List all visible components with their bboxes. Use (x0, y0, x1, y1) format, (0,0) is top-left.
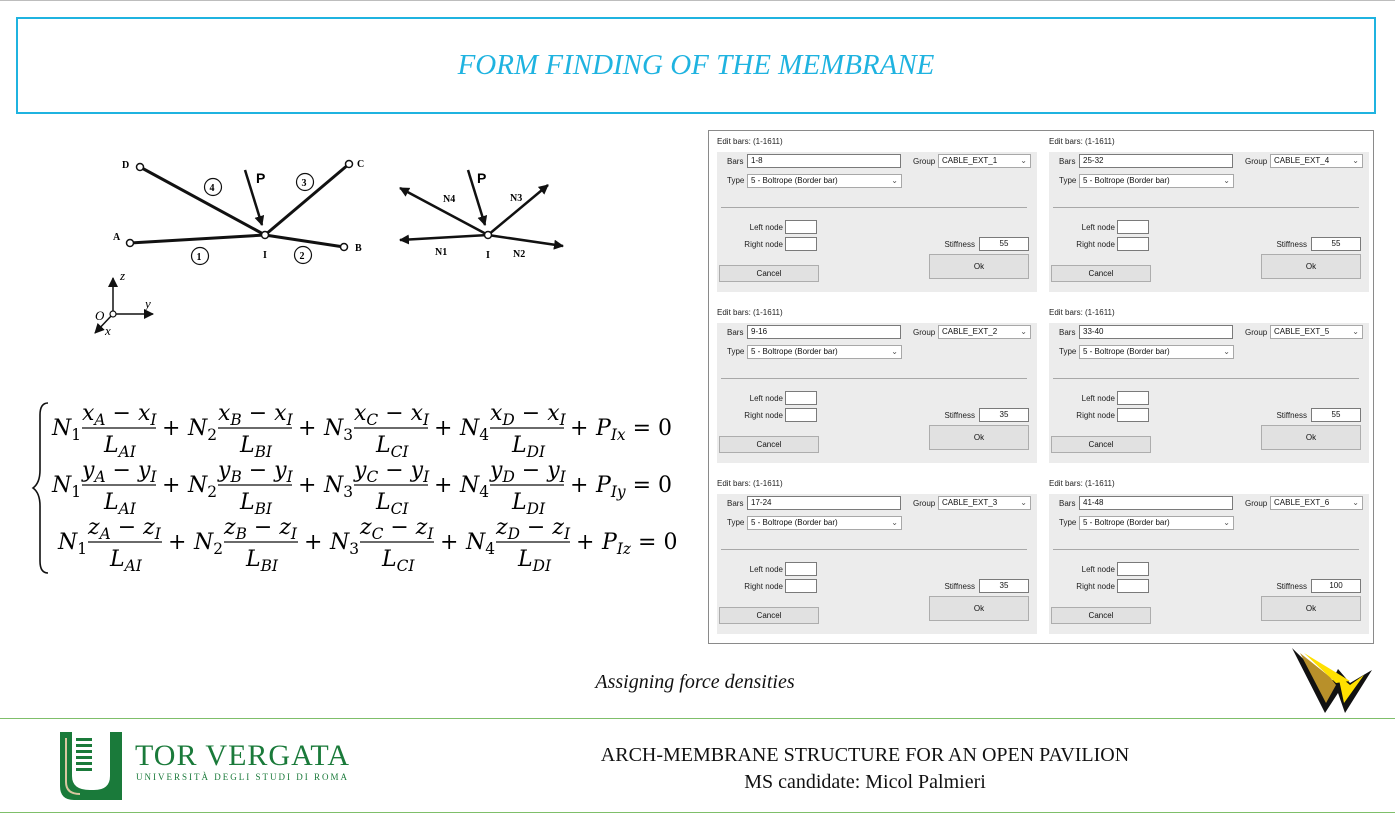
force-symbol: $N_1$ (52, 473, 82, 501)
top-rule (0, 0, 1395, 1)
dialog-body (1049, 152, 1369, 292)
force-n2-label: N2 (513, 249, 526, 260)
force-symbol: $N_2$ (194, 530, 224, 558)
group-label: Group (1245, 499, 1268, 508)
dialog-header: Edit bars: (1-1611) (1049, 479, 1115, 488)
force-n1-label: N1 (435, 247, 448, 258)
plus-sign: + (162, 416, 181, 441)
node-b-label: B (355, 243, 362, 254)
edit-bars-dialog (717, 137, 1037, 292)
plus-sign: + (298, 416, 317, 441)
numerator: $x_B - x_I$ (218, 401, 293, 429)
load-term: $P_{Ix} = 0$ (596, 416, 672, 444)
ok-button[interactable]: Ok (929, 425, 1029, 450)
type-select[interactable] (1079, 345, 1234, 359)
chevron-down-icon: ⌄ (1020, 327, 1027, 336)
cancel-button[interactable]: Cancel (719, 607, 819, 624)
denominator: $L_{AI}$ (104, 490, 136, 518)
bars-label: Bars (1059, 328, 1076, 337)
force-symbol: $N_1$ (52, 416, 82, 444)
figure-caption: Assigning force densities (595, 671, 795, 693)
separator (721, 207, 1027, 208)
group-select[interactable] (1270, 154, 1363, 168)
group-select[interactable] (938, 154, 1031, 168)
numerator: $y_D - y_I$ (490, 458, 566, 486)
right-node-input[interactable] (1117, 237, 1149, 251)
left-node-label: Left node (1081, 223, 1115, 232)
type-label: Type (1059, 518, 1077, 527)
denominator: $L_{AI}$ (110, 547, 142, 575)
university-subtitle: UNIVERSITÀ DEGLI STUDI DI ROMA (136, 772, 349, 782)
dialog-header: Edit bars: (1-1611) (1049, 137, 1115, 146)
plus-sign: + (570, 473, 589, 498)
stiffness-label: Stiffness (1276, 582, 1307, 591)
axis-x-label: x (105, 323, 111, 338)
cancel-button[interactable]: Cancel (1051, 607, 1151, 624)
type-value: 5 - Boltrope (Border bar) (1083, 518, 1170, 527)
bars-label: Bars (727, 328, 744, 337)
stiffness-label: Stiffness (944, 240, 975, 249)
right-node-input[interactable] (1117, 408, 1149, 422)
plus-sign: + (434, 416, 453, 441)
type-select[interactable] (747, 516, 902, 530)
chevron-down-icon: ⌄ (1352, 327, 1359, 336)
force-symbol: $N_4$ (460, 473, 490, 501)
denominator: $L_{CI}$ (376, 490, 409, 518)
right-node-label: Right node (1076, 582, 1115, 591)
force-n4-label: N4 (443, 194, 456, 205)
chevron-down-icon: ⌄ (1020, 156, 1027, 165)
numerator: $z_C - z_I$ (360, 515, 434, 543)
left-node-label: Left node (1081, 565, 1115, 574)
denominator: $L_{CI}$ (376, 433, 409, 461)
right-node-input[interactable] (785, 237, 817, 251)
denominator: $L_{BI}$ (246, 547, 278, 575)
stiffness-label: Stiffness (1276, 411, 1307, 420)
footer-rule-top (0, 718, 1395, 719)
chevron-down-icon: ⌄ (1223, 176, 1230, 185)
ok-button[interactable]: Ok (1261, 254, 1361, 279)
type-select[interactable] (747, 174, 902, 188)
separator (1053, 378, 1359, 379)
bars-input[interactable]: 25-32 (1079, 154, 1233, 168)
denominator: $L_{DI}$ (518, 547, 552, 575)
group-value: CABLE_EXT_2 (942, 327, 998, 336)
w-logo (1290, 645, 1375, 717)
left-node-label: Left node (749, 565, 783, 574)
ok-button[interactable]: Ok (1261, 425, 1361, 450)
ok-button[interactable]: Ok (929, 596, 1029, 621)
load-term: $P_{Iz} = 0$ (602, 530, 678, 558)
force-symbol: $N_1$ (58, 530, 88, 558)
stiffness-label: Stiffness (944, 582, 975, 591)
university-name: TOR VERGATA (135, 739, 351, 772)
force-n3-label: N3 (510, 193, 523, 204)
bars-input[interactable]: 17-24 (747, 496, 901, 510)
edit-bars-dialog (717, 479, 1037, 634)
denominator: $L_{AI}$ (104, 433, 136, 461)
left-node-input[interactable] (785, 391, 817, 405)
edit-bars-dialog (1049, 137, 1369, 292)
group-select[interactable] (938, 496, 1031, 510)
denominator: $L_{BI}$ (240, 490, 272, 518)
stiffness-label: Stiffness (1276, 240, 1307, 249)
group-select[interactable] (938, 325, 1031, 339)
numerator: $y_B - y_I$ (218, 458, 293, 486)
edit-bars-dialog (1049, 308, 1369, 463)
separator (1053, 549, 1359, 550)
plus-sign: + (162, 473, 181, 498)
edit-bars-dialog (1049, 479, 1369, 634)
numerator: $y_A - y_I$ (82, 458, 157, 486)
right-node-label: Right node (744, 240, 783, 249)
dialog-body (717, 494, 1037, 634)
group-label: Group (1245, 328, 1268, 337)
node-i-label: I (263, 250, 267, 261)
stiffness-input[interactable]: 55 (1311, 408, 1361, 422)
axis-y-label: y (145, 296, 151, 311)
type-select[interactable] (1079, 174, 1234, 188)
left-node-input[interactable] (785, 220, 817, 234)
denominator: $L_{CI}$ (382, 547, 415, 575)
denominator: $L_{DI}$ (512, 433, 546, 461)
dialog-header: Edit bars: (1-1611) (717, 308, 783, 317)
stiffness-input[interactable]: 35 (979, 579, 1029, 593)
type-label: Type (1059, 347, 1077, 356)
numerator: $y_C - y_I$ (354, 458, 430, 486)
equilibrium-equations (30, 395, 680, 580)
left-node-label: Left node (1081, 394, 1115, 403)
force-symbol: $N_4$ (466, 530, 496, 558)
numerator: $z_A - z_I$ (88, 515, 161, 543)
bar-number-3: 3 (301, 178, 307, 189)
dialog-header: Edit bars: (1-1611) (1049, 308, 1115, 317)
group-select[interactable] (1270, 496, 1363, 510)
numerator: $x_D - x_I$ (490, 401, 566, 429)
right-node-input[interactable] (785, 579, 817, 593)
bars-input[interactable]: 9-16 (747, 325, 901, 339)
right-node-label: Right node (744, 411, 783, 420)
stiffness-input[interactable]: 55 (979, 237, 1029, 251)
group-value: CABLE_EXT_6 (1274, 498, 1330, 507)
type-value: 5 - Boltrope (Border bar) (751, 518, 838, 527)
right-load-p-label: P (477, 170, 487, 186)
chevron-down-icon: ⌄ (891, 518, 898, 527)
right-node-label: Right node (744, 582, 783, 591)
group-label: Group (1245, 157, 1268, 166)
axis-origin-label: O (95, 308, 105, 323)
force-symbol: $N_2$ (188, 473, 218, 501)
tor-vergata-logo (60, 732, 124, 802)
dialog-body (717, 152, 1037, 292)
group-label: Group (913, 157, 936, 166)
separator (721, 378, 1027, 379)
node-a-label: A (113, 232, 121, 243)
plus-sign: + (304, 530, 323, 555)
right-node-label: Right node (1076, 411, 1115, 420)
chevron-down-icon: ⌄ (1020, 498, 1027, 507)
chevron-down-icon: ⌄ (1223, 518, 1230, 527)
separator (1053, 207, 1359, 208)
group-select[interactable] (1270, 325, 1363, 339)
edit-bars-dialogs-panel (708, 130, 1374, 644)
title-box (16, 17, 1376, 114)
cancel-button[interactable]: Cancel (719, 436, 819, 453)
stiffness-label: Stiffness (944, 411, 975, 420)
type-select[interactable] (747, 345, 902, 359)
ok-button[interactable]: Ok (929, 254, 1029, 279)
force-symbol: $N_3$ (324, 473, 354, 501)
denominator: $L_{BI}$ (240, 433, 272, 461)
force-symbol: $N_4$ (460, 416, 490, 444)
type-label: Type (727, 176, 745, 185)
numerator: $z_B - z_I$ (224, 515, 298, 543)
stiffness-input[interactable]: 35 (979, 408, 1029, 422)
footer-title: ARCH-MEMBRANE STRUCTURE FOR AN OPEN PAVILION (600, 744, 1130, 766)
bars-label: Bars (727, 499, 744, 508)
right-node-i-label: I (486, 250, 490, 261)
stiffness-input[interactable]: 55 (1311, 237, 1361, 251)
type-value: 5 - Boltrope (Border bar) (751, 176, 838, 185)
footer-subtitle: MS candidate: Micol Palmieri (744, 771, 986, 793)
plus-sign: + (168, 530, 187, 555)
plus-sign: + (576, 530, 595, 555)
left-node-label: Left node (749, 394, 783, 403)
bar-number-4: 4 (209, 183, 215, 194)
left-node-label: Left node (749, 223, 783, 232)
type-value: 5 - Boltrope (Border bar) (1083, 176, 1170, 185)
stiffness-input[interactable]: 100 (1311, 579, 1361, 593)
type-label: Type (727, 518, 745, 527)
coordinate-axes (95, 268, 153, 338)
group-value: CABLE_EXT_3 (942, 498, 998, 507)
type-select[interactable] (1079, 516, 1234, 530)
plus-sign: + (570, 416, 589, 441)
cancel-button[interactable]: Cancel (719, 265, 819, 282)
node-d-label: D (122, 160, 130, 171)
force-symbol: $N_3$ (324, 416, 354, 444)
cable-node-diagram (85, 150, 585, 350)
chevron-down-icon: ⌄ (1223, 347, 1230, 356)
plus-sign: + (440, 530, 459, 555)
left-node-input[interactable] (1117, 220, 1149, 234)
load-term: $P_{Iy} = 0$ (596, 473, 673, 501)
bar-number-1: 1 (196, 252, 202, 263)
type-value: 5 - Boltrope (Border bar) (751, 347, 838, 356)
group-value: CABLE_EXT_5 (1274, 327, 1330, 336)
separator (721, 549, 1027, 550)
dialog-body (1049, 323, 1369, 463)
ok-button[interactable]: Ok (1261, 596, 1361, 621)
force-symbol: $N_2$ (188, 416, 218, 444)
left-node-input[interactable] (785, 562, 817, 576)
dialog-body (1049, 494, 1369, 634)
left-node-input[interactable] (1117, 562, 1149, 576)
cancel-button[interactable]: Cancel (1051, 265, 1151, 282)
bar-number-2: 2 (299, 251, 305, 262)
right-force-system (400, 170, 563, 261)
chevron-down-icon: ⌄ (1352, 156, 1359, 165)
bars-input[interactable]: 33-40 (1079, 325, 1233, 339)
left-node-input[interactable] (1117, 391, 1149, 405)
right-node-label: Right node (1076, 240, 1115, 249)
type-label: Type (727, 347, 745, 356)
bars-input[interactable]: 1-8 (747, 154, 901, 168)
plus-sign: + (434, 473, 453, 498)
chevron-down-icon: ⌄ (891, 176, 898, 185)
left-node-system (113, 159, 364, 265)
group-label: Group (913, 499, 936, 508)
chevron-down-icon: ⌄ (1352, 498, 1359, 507)
bars-input[interactable]: 41-48 (1079, 496, 1233, 510)
bars-label: Bars (1059, 499, 1076, 508)
numerator: $x_A - x_I$ (82, 401, 157, 429)
plus-sign: + (298, 473, 317, 498)
chevron-down-icon: ⌄ (891, 347, 898, 356)
axis-z-label: z (120, 268, 126, 283)
slide-title: FORM FINDING OF THE MEMBRANE (457, 49, 935, 81)
footer-rule-bottom (0, 812, 1395, 813)
numerator: $z_D - z_I$ (496, 515, 571, 543)
dialog-header: Edit bars: (1-1611) (717, 479, 783, 488)
group-value: CABLE_EXT_4 (1274, 156, 1330, 165)
denominator: $L_{DI}$ (512, 490, 546, 518)
dialog-body (717, 323, 1037, 463)
force-symbol: $N_3$ (330, 530, 360, 558)
bars-label: Bars (727, 157, 744, 166)
right-node-input[interactable] (785, 408, 817, 422)
group-label: Group (913, 328, 936, 337)
right-node-input[interactable] (1117, 579, 1149, 593)
dialog-header: Edit bars: (1-1611) (717, 137, 783, 146)
numerator: $x_C - x_I$ (354, 401, 430, 429)
group-value: CABLE_EXT_1 (942, 156, 998, 165)
node-c-label: C (357, 159, 365, 170)
bars-label: Bars (1059, 157, 1076, 166)
edit-bars-dialog (717, 308, 1037, 463)
load-p-label: P (256, 170, 266, 186)
type-label: Type (1059, 176, 1077, 185)
type-value: 5 - Boltrope (Border bar) (1083, 347, 1170, 356)
cancel-button[interactable]: Cancel (1051, 436, 1151, 453)
